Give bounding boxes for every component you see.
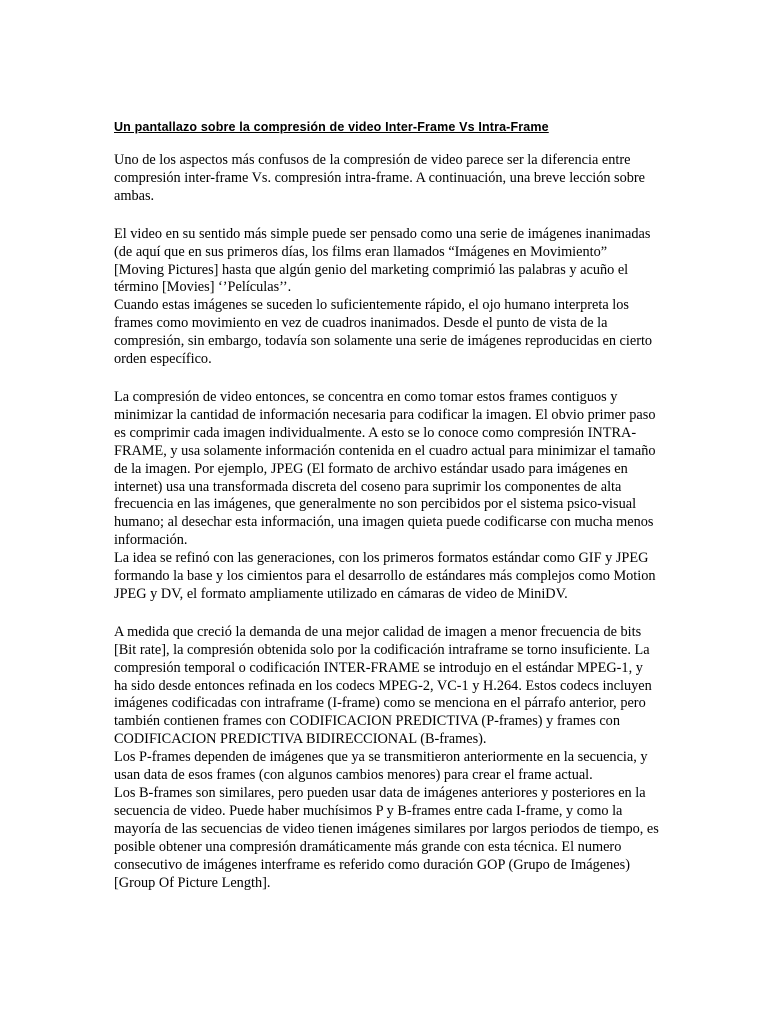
paragraph: Los B-frames son similares, pero pueden usar data de imágenes anteriores y posteriores en la secuencia de video. Puede haber muchísimos P y B-frames entre cada I-frame, y como la mayoría de las secuencias de video tienen imágenes similares por largos periodos de tiempo, es posible obtener una compresión dramáticamente más grande con esta técnica. El numero consecutivo de imágenes interframe es referido como duración GOP (Grupo de Imágenes) [Group Of Picture Length]. xyxy=(114,785,659,891)
paragraph-group-4 xyxy=(114,624,659,893)
paragraph: Los P-frames dependen de imágenes que ya se transmitieron anteriormente en la secuencia, y usan data de esos frames (con algunos cambios menores) para crear el frame actual. xyxy=(114,749,648,784)
paragraph: A medida que creció la demanda de una mejor calidad de imagen a menor frecuencia de bits [Bit rate], la compresión obtenida solo por la codificación intraframe se torno insuficiente. La compresión temporal o codificación INTER-FRAME se introdujo en el estándar MPEG-1, y ha sido desde entonces refinada en los codecs MPEG-2, VC-1 y H.264. Estos codecs incluyen imágenes codificadas con intraframe (I-frame) como se menciona en el párrafo anterior, pero también contienen frames con CODIFICACION PREDICTIVA (P-frames) y frames con CODIFICACION PREDICTIVA BIDIRECCIONAL (B-frames). xyxy=(114,623,652,748)
paragraph: Cuando estas imágenes se suceden lo suficientemente rápido, el ojo humano interpreta los frames como movimiento en vez de cuadros inanimados. Desde el punto de vista de la compresión, sin embargo, todavía son solamente una serie de imágenes reproducidas en cierto orden específico. xyxy=(114,297,653,368)
paragraph-group-2 xyxy=(114,226,659,369)
paragraph: La idea se refinó con las generaciones, con los primeros formatos estándar como GIF y JPEG formando la base y los cimientos para el desarrollo de estándares más complejos como Motion JPEG y DV, el formato ampliamente utilizado en cámaras de video de MiniDV. xyxy=(114,550,656,602)
paragraph: El video en su sentido más simple puede ser pensado como una serie de imágenes inanimadas (de aquí que en sus primeros días, los films eran llamados “Imágenes en Movimiento” [Moving Pictures] hasta que algún genio del marketing comprimió las palabras y acuño el término [Movies] ‘’Películas’’. xyxy=(114,225,651,296)
paragraph: Uno de los aspectos más confusos de la compresión de video parece ser la diferencia entre compresión inter-frame Vs. compresión intra-frame. A continuación, una breve lección sobre ambas. xyxy=(114,152,646,204)
paragraph-group-1 xyxy=(114,152,659,206)
document-body xyxy=(114,120,659,912)
paragraph-group-3 xyxy=(114,389,659,604)
paragraph: La compresión de video entonces, se concentra en como tomar estos frames contiguos y minimizar la cantidad de información necesaria para codificar la imagen. El obvio primer paso es comprimir cada imagen individualmente. A esto se lo conoce como compresión INTRA-FRAME, y usa solamente información contenida en el cuadro actual para minimizar el tamaño de la imagen. Por ejemplo, JPEG (El formato de archivo estándar usado para imágenes en internet) usa una transformada discreta del coseno para suprimir los componentes de alta frecuencia en las imágenes, que generalmente no son percibidos por el sistema psico-visual humano; al desechar esta información, una imagen quieta puede codificarse con mucha menos información. xyxy=(114,388,656,549)
document-title: Un pantallazo sobre la compresión de video Inter-Frame Vs Intra-Frame xyxy=(114,120,549,134)
